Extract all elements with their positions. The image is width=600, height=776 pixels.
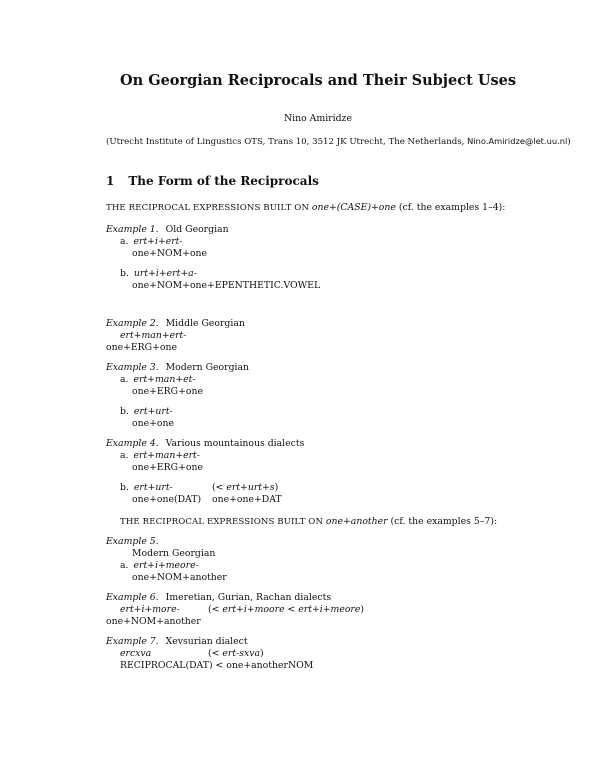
example-6-note-form-1: ert+i+moore bbox=[222, 604, 285, 615]
example-7-note-close: ) bbox=[260, 648, 264, 659]
example-3-title: Modern Georgian bbox=[165, 362, 250, 373]
example-7-header bbox=[106, 636, 248, 647]
example-4-label: Example 4. bbox=[106, 438, 159, 449]
section-number: 1 bbox=[106, 174, 115, 188]
example-2-form: ert+man+ert- bbox=[120, 330, 187, 341]
example-4a-word: ert+man+ert- bbox=[133, 450, 200, 461]
example-4-title: Various mountainous dialects bbox=[165, 438, 305, 449]
author-name: Nino Amiridze bbox=[284, 113, 352, 124]
example-1-title: Old Georgian bbox=[165, 224, 229, 235]
example-5-label: Example 5. bbox=[106, 536, 159, 547]
example-6-note-open: (< bbox=[208, 604, 223, 615]
example-6-title: Imeretian, Gurian, Rachan dialects bbox=[165, 592, 332, 603]
example-2-header bbox=[106, 318, 245, 329]
example-6-gloss: one+NOM+another bbox=[106, 616, 201, 627]
example-4a-gloss: one+ERG+one bbox=[132, 462, 203, 473]
example-4b-letter: b. bbox=[120, 482, 129, 493]
intro2-prefix: THE RECIPROCAL EXPRESSIONS BUILT ON bbox=[120, 517, 326, 527]
example-3b-form bbox=[120, 406, 173, 417]
example-4b-gloss-1: one+one(DAT) bbox=[132, 494, 202, 505]
example-6-label: Example 6. bbox=[106, 592, 159, 603]
example-5a-word: ert+i+meore- bbox=[133, 560, 199, 571]
example-4b-form bbox=[120, 482, 173, 493]
example-4b-note-close: ) bbox=[274, 482, 279, 493]
example-6-form: ert+i+more- bbox=[120, 604, 180, 615]
example-3a-form bbox=[120, 374, 196, 385]
example-1a-gloss: one+NOM+one bbox=[132, 248, 208, 259]
example-4b-gloss-2: one+one+DAT bbox=[212, 494, 282, 505]
example-1-label: Example 1. bbox=[106, 224, 159, 235]
example-6-note-form-2: ert+i+meore bbox=[298, 604, 361, 615]
example-3b-word: ert+urt- bbox=[133, 406, 173, 417]
example-1a-letter: a. bbox=[120, 236, 129, 247]
example-5a-gloss: one+NOM+another bbox=[132, 572, 227, 583]
example-7-note bbox=[208, 648, 264, 659]
intro2-formula: one+another bbox=[325, 516, 388, 527]
example-2-title: Middle Georgian bbox=[165, 318, 245, 329]
example-6-header bbox=[106, 592, 331, 603]
author-email: Nino.Amiridze@let.uu.nl bbox=[467, 136, 568, 146]
example-4b-note-form: ert+urt+s bbox=[226, 482, 275, 493]
intro-paragraph-2 bbox=[120, 516, 497, 528]
example-3a-gloss: one+ERG+one bbox=[132, 386, 203, 397]
section-heading bbox=[106, 176, 319, 187]
example-3-label: Example 3. bbox=[106, 362, 159, 373]
example-7-note-form: ert-sxva bbox=[222, 648, 261, 659]
example-1a-form bbox=[120, 236, 183, 247]
paper-title: On Georgian Reciprocals and Their Subject Uses bbox=[119, 72, 517, 89]
example-3-header bbox=[106, 362, 249, 373]
author-affiliation bbox=[106, 136, 571, 148]
example-4a-form bbox=[120, 450, 200, 461]
example-6-note-close: ) bbox=[360, 604, 365, 615]
intro1-prefix: THE RECIPROCAL EXPRESSIONS BUILT ON bbox=[106, 203, 312, 213]
section-title: The Form of the Reciprocals bbox=[128, 174, 319, 188]
example-1b-word: urt+i+ert+a- bbox=[133, 268, 197, 279]
intro1-suffix: (cf. the examples 1–4): bbox=[395, 202, 506, 213]
example-6-note bbox=[208, 604, 364, 615]
example-5a-letter: a. bbox=[120, 560, 129, 571]
example-3a-word: ert+man+et- bbox=[133, 374, 196, 385]
example-1-header bbox=[106, 224, 229, 235]
example-1b-gloss: one+NOM+one+EPENTHETIC.VOWEL bbox=[132, 280, 321, 291]
example-4b-note-open: (< bbox=[212, 482, 227, 493]
example-6-note-mid: < bbox=[284, 604, 299, 615]
example-2-gloss: one+ERG+one bbox=[106, 342, 177, 353]
example-1a-word: ert+i+ert- bbox=[133, 236, 183, 247]
intro1-formula: one+(CASE)+one bbox=[311, 202, 396, 213]
example-4-header bbox=[106, 438, 304, 449]
affiliation-close: ) bbox=[567, 137, 571, 147]
example-5a-form bbox=[120, 560, 199, 571]
example-4b-word: ert+urt- bbox=[133, 482, 173, 493]
example-5-title: Modern Georgian bbox=[132, 548, 216, 559]
intro2-suffix: (cf. the examples 5–7): bbox=[387, 516, 498, 527]
example-3b-gloss: one+one bbox=[132, 418, 174, 429]
example-3b-letter: b. bbox=[120, 406, 129, 417]
example-7-title: Xevsurian dialect bbox=[165, 636, 248, 647]
example-7-note-open: (< bbox=[208, 648, 223, 659]
example-1b-letter: b. bbox=[120, 268, 129, 279]
example-4b-note bbox=[212, 482, 278, 493]
example-7-gloss: RECIPROCAL(DAT) < one+anotherNOM bbox=[120, 660, 314, 671]
affiliation-text: (Utrecht Institute of Lingustics OTS, Trans 10, 3512 JK Utrecht, The Netherlands, bbox=[106, 137, 468, 147]
intro-paragraph-1 bbox=[106, 202, 505, 214]
example-3a-letter: a. bbox=[120, 374, 129, 385]
example-4a-letter: a. bbox=[120, 450, 129, 461]
example-7-label: Example 7. bbox=[106, 636, 159, 647]
example-2-label: Example 2. bbox=[106, 318, 159, 329]
example-7-form: ercxva bbox=[120, 648, 152, 659]
example-1b-form bbox=[120, 268, 197, 279]
